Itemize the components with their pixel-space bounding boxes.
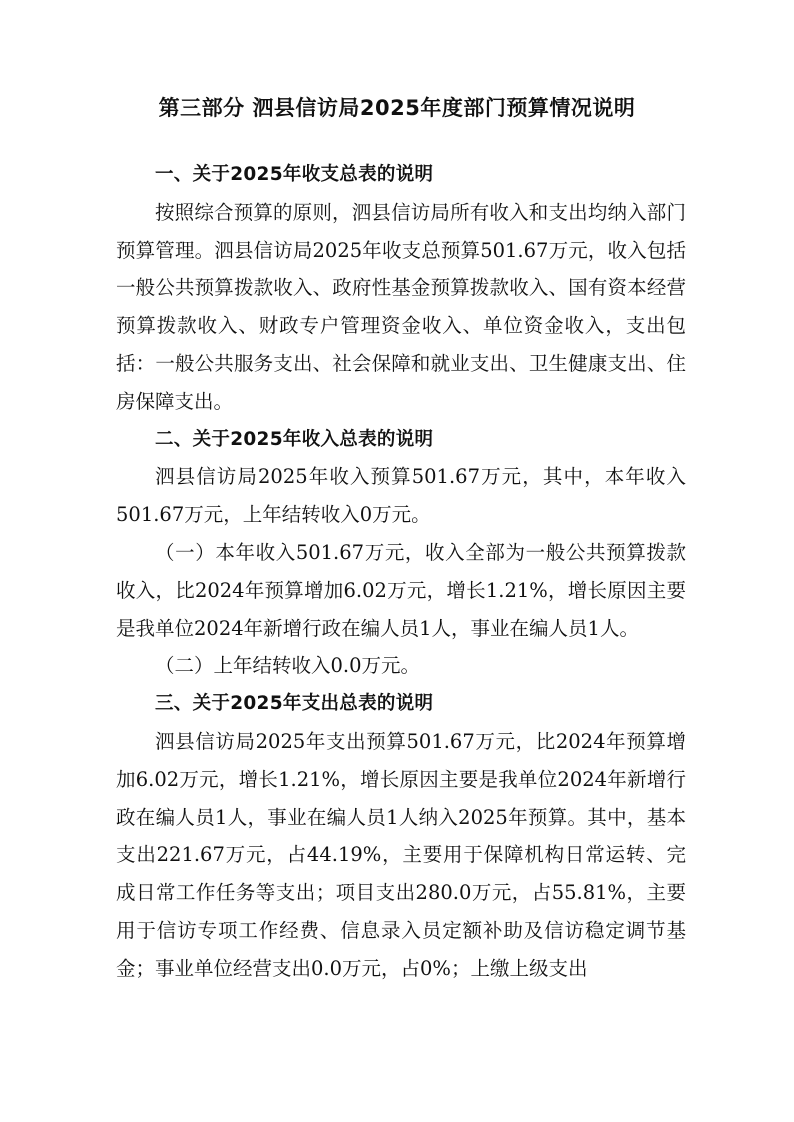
section-1-paragraph: 按照综合预算的原则，泗县信访局所有收入和支出均纳入部门预算管理。泗县信访局2025年收支总预算501.67万元，收入包括一般公共预算拨款收入、政府性基金预算拨款收入、国有资本经营预算拨款收入、财政专户管理资金收入、单位资金收入，支出包括：一般公共服务支出、社会保障和就业支出、卫生健康支出、住房保障支出。 — [116, 200, 686, 413]
page-title: 第三部分 泗县信访局2025年度部门预算情况说明 — [158, 96, 636, 120]
section-2-item-2: （二）上年结转收入0.0万元。 — [155, 654, 421, 678]
section-3-paragraph: 泗县信访局2025年支出预算501.67万元，比2024年预算增加6.02万元，增长1.21%，增长原因主要是我单位2024年新增行政在编人员1人，事业在编人员1人纳入2025年预算。其中，基本支出221.67万元，占44.19%，主要用于保障机构日常运转、完成日常工作任务等支出；项目支出280.0万元，占55.81%，主要用于信访专项工作经费、信息录入员定额补助及信访稳定调节基金；事业单位经营支出0.0万元，占0%；上缴上级支出 — [116, 729, 686, 980]
section-heading-1: 一、关于2025年收支总表的说明 — [155, 164, 434, 185]
section-heading-2: 二、关于2025年收入总表的说明 — [155, 428, 434, 450]
document-body — [116, 156, 686, 988]
section-2-item-1: （一）本年收入501.67万元，收入全部为一般公共预算拨款收入，比2024年预算增加6.02万元，增长1.21%，增长原因主要是我单位2024年新增行政在编人员1人，事业在编人员1人。 — [116, 540, 686, 640]
section-2-paragraph: 泗县信访局2025年收入预算501.67万元，其中，本年收入501.67万元，上年结转收入0万元。 — [116, 465, 686, 527]
section-heading-3: 三、关于2025年支出总表的说明 — [155, 693, 434, 715]
